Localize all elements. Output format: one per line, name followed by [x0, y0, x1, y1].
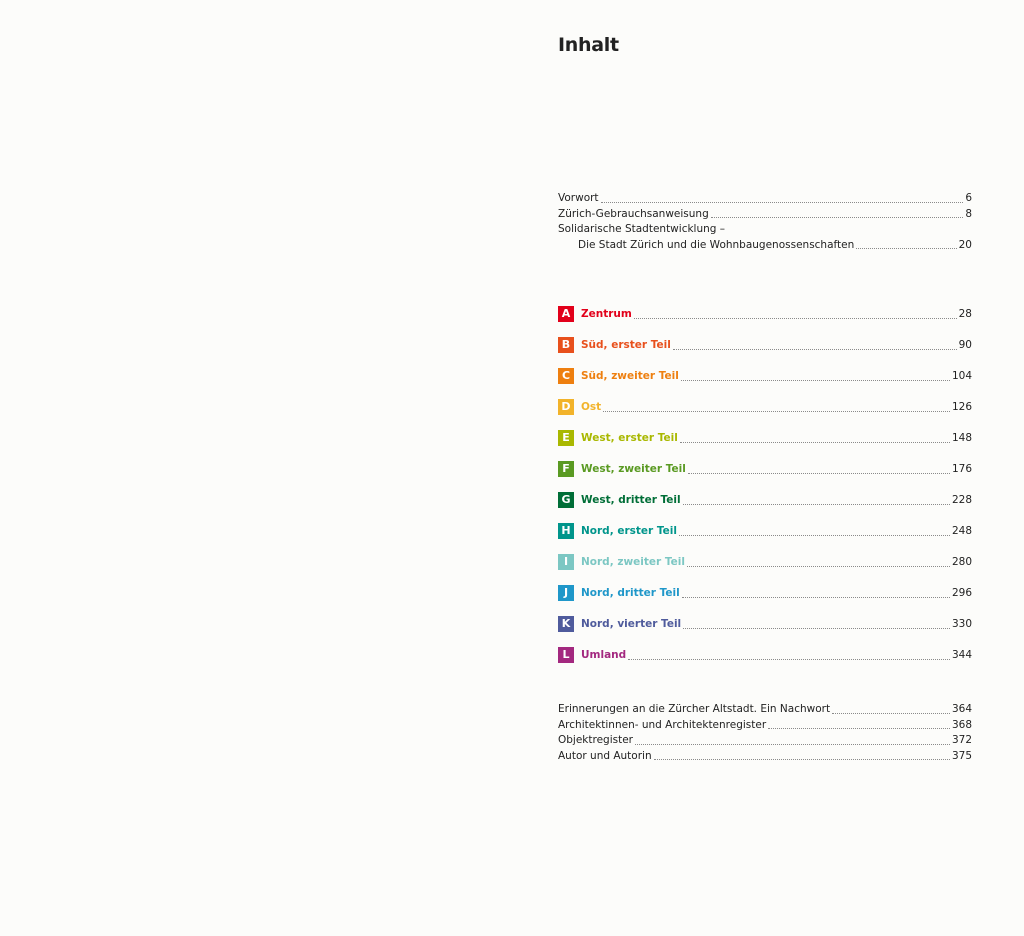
chapter-page: 248 — [951, 524, 972, 537]
chapter-page: 28 — [958, 307, 972, 320]
leader-dots — [654, 758, 950, 760]
chapter-page: 280 — [951, 555, 972, 568]
chapter-page: 176 — [951, 462, 972, 475]
chapter-letter-badge: E — [558, 430, 574, 446]
leader-dots — [687, 565, 950, 567]
toc-entry-label: Erinnerungen an die Zürcher Altstadt. Ein Nachwort — [558, 703, 831, 715]
leader-dots — [682, 596, 950, 598]
chapter-entry-d[interactable] — [558, 391, 972, 422]
toc-entry-stadtentwicklung[interactable] — [558, 222, 972, 238]
chapter-list — [558, 298, 972, 670]
chapter-entry-g[interactable] — [558, 484, 972, 515]
chapter-entry-c[interactable] — [558, 360, 972, 391]
leader-dots — [856, 247, 956, 249]
chapter-title: West, erster Teil — [581, 431, 678, 444]
chapter-entry-a[interactable] — [558, 298, 972, 329]
leader-dots — [673, 348, 957, 350]
chapter-title: West, zweiter Teil — [581, 462, 686, 475]
chapter-letter-badge: A — [558, 306, 574, 322]
chapter-title: Nord, erster Teil — [581, 524, 677, 537]
leader-dots — [634, 317, 957, 319]
toc-entry-page: 6 — [965, 192, 972, 204]
front-matter-list — [558, 191, 972, 253]
leader-dots — [768, 727, 950, 729]
chapter-title: West, dritter Teil — [581, 493, 681, 506]
chapter-letter-badge: K — [558, 616, 574, 632]
toc-entry-page: 375 — [951, 749, 972, 762]
chapter-entry-k[interactable] — [558, 608, 972, 639]
chapter-entry-i[interactable] — [558, 546, 972, 577]
chapter-title: Süd, zweiter Teil — [581, 369, 679, 382]
chapter-page: 330 — [951, 617, 972, 630]
leader-dots — [711, 216, 964, 218]
toc-entry-label: Architektinnen- und Architektenregister — [558, 718, 767, 731]
toc-entry-label: Objektregister — [558, 734, 633, 746]
chapter-page: 104 — [951, 369, 972, 382]
toc-entry-page: 368 — [951, 718, 972, 731]
chapter-entry-j[interactable] — [558, 577, 972, 608]
chapter-title: Nord, zweiter Teil — [581, 555, 685, 568]
chapter-letter-badge: G — [558, 492, 574, 508]
chapter-page: 228 — [951, 493, 972, 506]
leader-dots — [683, 503, 950, 505]
back-matter-list — [558, 702, 972, 764]
toc-entry-objektregister[interactable] — [558, 733, 972, 749]
toc-entry-stadtentwicklung-subtitle[interactable] — [558, 238, 972, 254]
toc-entry-label: Die Stadt Zürich und die Wohnbaugenossenschaften — [578, 238, 855, 251]
chapter-letter-badge: H — [558, 523, 574, 539]
toc-entry-label: Zürich-Gebrauchsanweisung — [558, 207, 709, 220]
leader-dots — [603, 410, 950, 412]
page-title: Inhalt — [558, 34, 619, 56]
leader-dots — [628, 658, 950, 660]
toc-entry-label: Autor und Autorin — [558, 749, 652, 762]
chapter-page: 148 — [951, 431, 972, 444]
toc-entry-page: 364 — [951, 703, 972, 715]
toc-entry-label: Solidarische Stadtentwicklung – — [558, 223, 726, 235]
leader-dots — [680, 441, 950, 443]
toc-entry-vorwort[interactable] — [558, 191, 972, 207]
chapter-entry-b[interactable] — [558, 329, 972, 360]
chapter-page: 126 — [951, 400, 972, 413]
leader-dots — [683, 627, 950, 629]
chapter-letter-badge: D — [558, 399, 574, 415]
chapter-letter-badge: L — [558, 647, 574, 663]
chapter-page: 344 — [951, 648, 972, 661]
chapter-entry-f[interactable] — [558, 453, 972, 484]
toc-entry-page: 20 — [958, 238, 972, 251]
chapter-title: Umland — [581, 648, 627, 661]
chapter-page: 296 — [951, 586, 972, 599]
leader-dots — [635, 743, 950, 745]
toc-entry-label: Vorwort — [558, 192, 599, 204]
chapter-title: Zentrum — [581, 307, 632, 320]
leader-dots — [688, 472, 950, 474]
leader-dots — [679, 534, 950, 536]
chapter-entry-l[interactable] — [558, 639, 972, 670]
toc-entry-architektenregister[interactable] — [558, 718, 972, 734]
chapter-page: 90 — [958, 338, 972, 351]
chapter-title: Nord, vierter Teil — [581, 617, 682, 630]
chapter-title: Ost — [581, 400, 602, 413]
toc-entry-page: 372 — [951, 734, 972, 746]
chapter-letter-badge: B — [558, 337, 574, 353]
chapter-entry-e[interactable] — [558, 422, 972, 453]
toc-entry-gebrauchsanweisung[interactable] — [558, 207, 972, 223]
leader-dots — [727, 233, 970, 234]
chapter-letter-badge: I — [558, 554, 574, 570]
toc-entry-nachwort[interactable] — [558, 702, 972, 718]
leader-dots — [681, 379, 950, 381]
toc-entry-page: 8 — [965, 207, 972, 220]
chapter-entry-h[interactable] — [558, 515, 972, 546]
toc-entry-autor[interactable] — [558, 749, 972, 765]
chapter-letter-badge: F — [558, 461, 574, 477]
chapter-letter-badge: J — [558, 585, 574, 601]
chapter-letter-badge: C — [558, 368, 574, 384]
leader-dots — [601, 201, 964, 203]
leader-dots — [832, 712, 950, 714]
chapter-title: Nord, dritter Teil — [581, 586, 680, 599]
chapter-title: Süd, erster Teil — [581, 338, 671, 351]
